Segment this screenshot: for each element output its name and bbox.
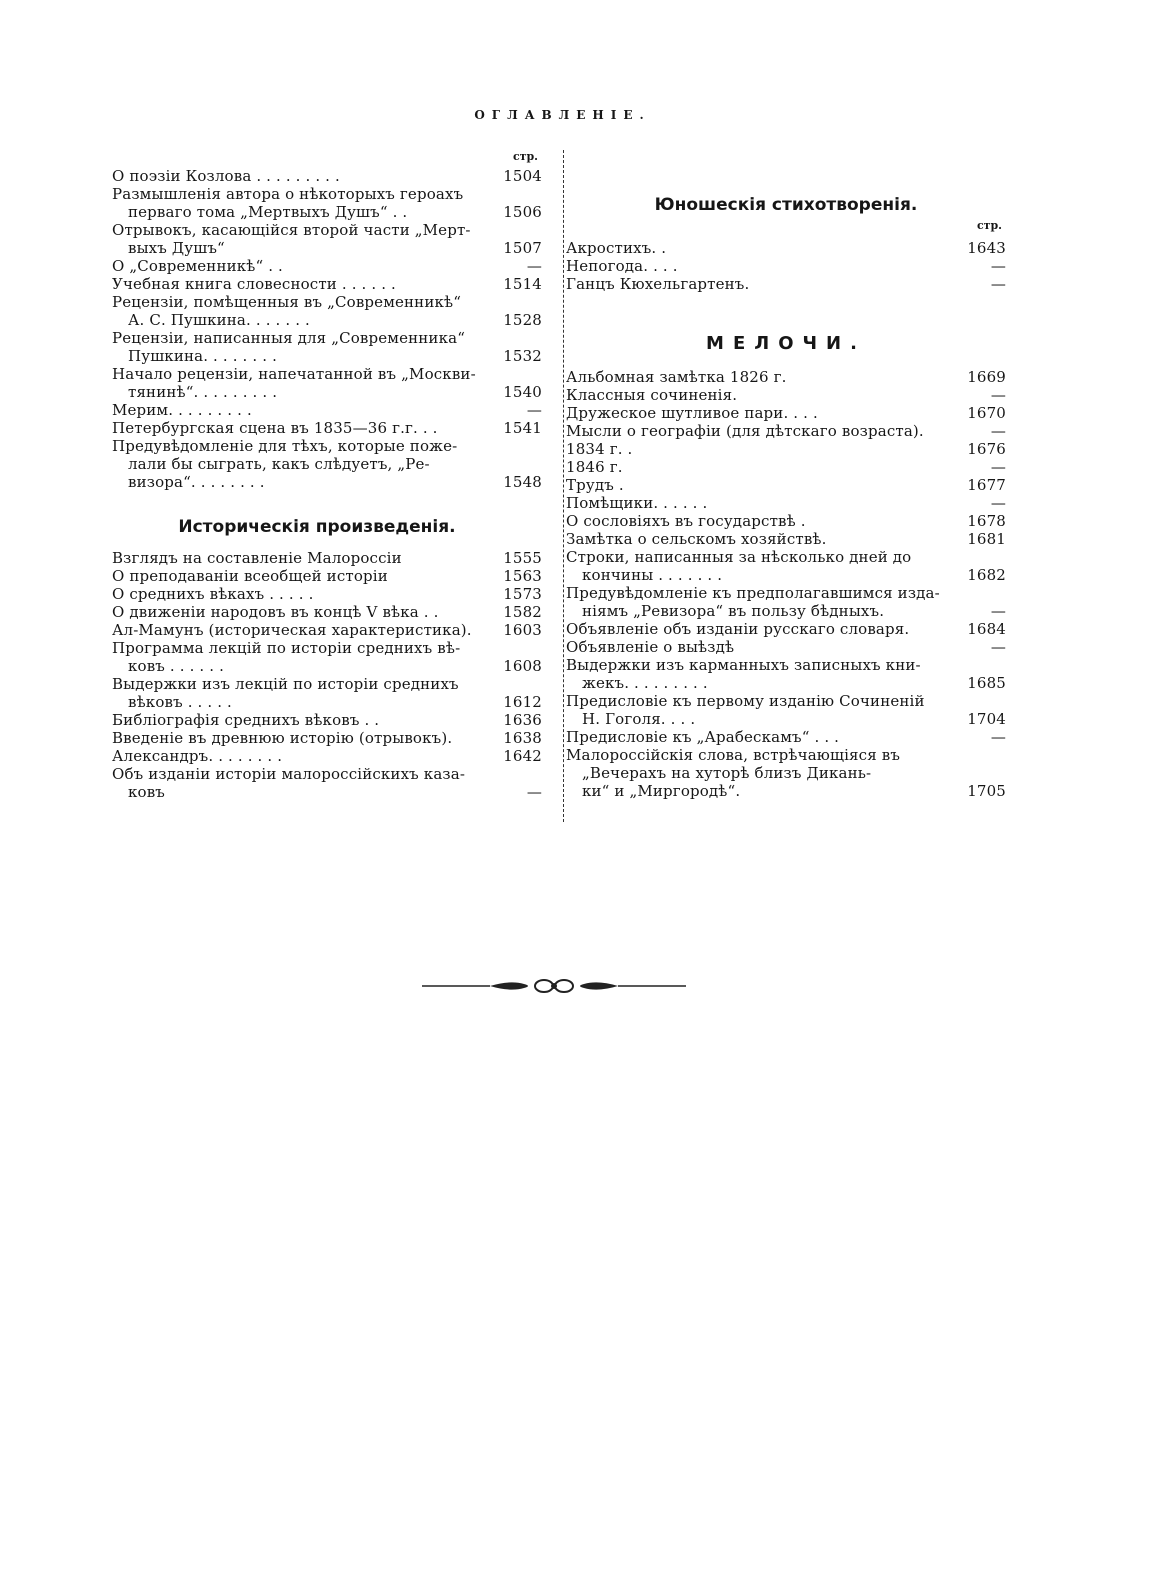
toc-entry-line: Акростихъ. . [566, 239, 667, 257]
toc-entry-title [566, 746, 958, 800]
toc-entry-title [112, 257, 494, 275]
left-column [112, 148, 542, 801]
toc-entry-page: 1642 [503, 747, 542, 765]
toc-entry-title [566, 440, 958, 458]
toc-entry-line: Помѣщики. . . . . . [566, 494, 708, 512]
toc-entry-page: 1507 [503, 239, 542, 257]
toc-entry [566, 494, 1006, 512]
toc-entry-line: Трудъ . [566, 476, 624, 494]
toc-entry-title [566, 638, 958, 656]
toc-entry [566, 368, 1006, 386]
toc-entry-line: Введеніе въ древнюю исторію (отрывокъ). [112, 729, 453, 747]
toc-entry [112, 401, 542, 419]
toc-entry [566, 692, 1006, 728]
toc-entry-line: визора“. . . . . . . . [128, 473, 265, 491]
toc-list-misc [112, 167, 542, 491]
toc-entry-title [112, 167, 494, 185]
toc-entry [112, 639, 542, 675]
toc-entry-line: тянинѣ“. . . . . . . . . [128, 383, 278, 401]
toc-entry-line: Альбомная замѣтка 1826 г. [566, 368, 787, 386]
toc-entry-title [112, 275, 494, 293]
toc-entry-title [112, 765, 494, 801]
toc-entry-title [566, 620, 958, 638]
toc-entry-page: 1582 [503, 603, 542, 621]
section-heading-historical: Историческія произведенія. [178, 517, 456, 537]
toc-entry [566, 458, 1006, 476]
page-column-label-right: стр. [976, 219, 1002, 232]
toc-entry [566, 239, 1006, 257]
toc-entry-line: Строки, написанныя за нѣсколько дней до [566, 548, 912, 566]
toc-entry [566, 746, 1006, 800]
toc-entry [112, 675, 542, 711]
toc-entry [566, 584, 1006, 620]
toc-entry-page: 1540 [503, 383, 542, 401]
toc-entry-line: О движеніи народовъ въ концѣ V вѣка . . [112, 603, 439, 621]
toc-entry-page: 1670 [967, 404, 1006, 422]
toc-entry-title [112, 585, 494, 603]
toc-entry-title [566, 239, 958, 257]
toc-entry-page: 1636 [503, 711, 542, 729]
toc-list-historical [112, 549, 542, 801]
toc-entry-title [566, 386, 958, 404]
toc-entry [566, 275, 1006, 293]
toc-entry-page: 1548 [503, 473, 542, 491]
toc-entry-line: ковъ . . . . . . [128, 657, 225, 675]
toc-entry [112, 567, 542, 585]
toc-entry [112, 765, 542, 801]
toc-entry [112, 621, 542, 639]
toc-entry-line: Начало рецензіи, напечатанной въ „Москви- [112, 365, 476, 383]
toc-entry-page: — [526, 401, 542, 419]
page-title: ОГЛАВЛЕНІЕ. [474, 108, 651, 122]
toc-entry [566, 386, 1006, 404]
section-heading-juvenile: Юношескія стихотворенія. [654, 195, 918, 215]
toc-entry [566, 404, 1006, 422]
toc-entry-title [566, 530, 958, 548]
toc-entry-title [112, 639, 494, 675]
toc-entry-line: Предисловіе къ „Арабескамъ“ . . . [566, 728, 840, 746]
toc-entry-title [112, 549, 494, 567]
toc-entry-line: ки“ и „Миргородѣ“. [582, 782, 741, 800]
toc-entry-page: 1676 [967, 440, 1006, 458]
toc-entry-line: 1846 г. [566, 458, 623, 476]
toc-entry-line: Библіографія среднихъ вѣковъ . . [112, 711, 380, 729]
page-column-label: стр. [512, 150, 538, 163]
toc-entry-line: „Вечерахъ на хуторѣ близъ Дикань- [582, 764, 872, 782]
toc-entry-page: 1573 [503, 585, 542, 603]
toc-entry-page: 1681 [967, 530, 1006, 548]
toc-entry [112, 419, 542, 437]
toc-entry-line: Предисловіе къ первому изданію Сочиненій [566, 692, 925, 710]
toc-entry [566, 422, 1006, 440]
toc-entry-line: ковъ [128, 783, 165, 801]
toc-entry-page: 1705 [967, 782, 1006, 800]
toc-entry [112, 275, 542, 293]
toc-entry [112, 603, 542, 621]
toc-entry-page: 1643 [967, 239, 1006, 257]
toc-entry-page: 1612 [503, 693, 542, 711]
toc-entry-page: 1608 [503, 657, 542, 675]
toc-entry-title [112, 729, 494, 747]
toc-entry [112, 257, 542, 275]
toc-entry [566, 620, 1006, 638]
column-divider [563, 150, 564, 822]
toc-entry-line: Мысли о географіи (для дѣтскаго возраста). [566, 422, 924, 440]
toc-entry [112, 437, 542, 491]
toc-entry-title [112, 221, 494, 257]
toc-entry [112, 167, 542, 185]
toc-entry [112, 585, 542, 603]
toc-entry-line: кончины . . . . . . . [582, 566, 723, 584]
toc-entry-line: лали бы сыграть, какъ слѣдуетъ, „Ре- [128, 455, 430, 473]
toc-entry-line: Рецензіи, помѣщенныя въ „Современникѣ“ [112, 293, 462, 311]
toc-entry-line: Петербургская сцена въ 1835—36 г.г. . . [112, 419, 438, 437]
toc-entry-page: 1506 [503, 203, 542, 221]
toc-entry-page: — [526, 257, 542, 275]
toc-entry-line: Пушкина. . . . . . . . [128, 347, 277, 365]
toc-entry-line: Мерим. . . . . . . . . [112, 401, 252, 419]
toc-entry-page: 1541 [503, 419, 542, 437]
toc-entry-line: вѣковъ . . . . . [128, 693, 232, 711]
toc-entry-line: Малороссійскія слова, встрѣчающіяся въ [566, 746, 901, 764]
toc-entry-title [566, 494, 958, 512]
toc-entry-title [566, 728, 958, 746]
toc-entry-line: Предувѣдомленіе для тѣхъ, которые поже- [112, 437, 458, 455]
toc-entry-page: — [990, 257, 1006, 275]
toc-entry-line: Объявленіе объ изданіи русскаго словаря. [566, 620, 910, 638]
toc-entry-title [566, 275, 958, 293]
toc-entry [566, 530, 1006, 548]
toc-entry [112, 185, 542, 221]
toc-entry-page: 1685 [967, 674, 1006, 692]
toc-entry-line: Дружеское шутливое пари. . . . [566, 404, 818, 422]
toc-entry-title [112, 185, 494, 221]
toc-entry-line: Взглядъ на составленіе Малороссіи [112, 549, 402, 567]
toc-entry-page: 1704 [967, 710, 1006, 728]
toc-entry-line: О среднихъ вѣкахъ . . . . . [112, 585, 314, 603]
toc-entry-line: Объявленіе о выѣздѣ [566, 638, 735, 656]
toc-entry-line: Н. Гоголя. . . . [582, 710, 696, 728]
toc-entry-title [112, 437, 494, 491]
toc-list-juvenile [566, 239, 1006, 293]
section-heading-trifles: МЕЛОЧИ. [706, 333, 866, 354]
toc-entry-title [566, 692, 958, 728]
toc-entry-page: 1563 [503, 567, 542, 585]
toc-entry-line: Учебная книга словесности . . . . . . [112, 275, 396, 293]
toc-entry [566, 440, 1006, 458]
toc-entry-page: — [990, 728, 1006, 746]
toc-entry-title [112, 603, 494, 621]
toc-entry-title [112, 621, 494, 639]
toc-entry-title [566, 257, 958, 275]
toc-entry [566, 638, 1006, 656]
toc-entry [566, 512, 1006, 530]
toc-entry-line: О преподаваніи всеобщей исторіи [112, 567, 388, 585]
toc-entry-line: Размышленія автора о нѣкоторыхъ героахъ [112, 185, 464, 203]
toc-entry-title [566, 476, 958, 494]
toc-list-trifles [566, 368, 1006, 800]
toc-entry-page: 1684 [967, 620, 1006, 638]
toc-entry-title [112, 293, 494, 329]
toc-entry-page: 1678 [967, 512, 1006, 530]
toc-entry-title [112, 419, 494, 437]
toc-entry-title [566, 368, 958, 386]
toc-entry-page: — [990, 422, 1006, 440]
toc-entry-page: 1603 [503, 621, 542, 639]
toc-entry-line: А. С. Пушкина. . . . . . . [128, 311, 310, 329]
toc-entry [112, 329, 542, 365]
toc-entry-line: Александръ. . . . . . . . [112, 747, 283, 765]
toc-entry-page: 1532 [503, 347, 542, 365]
toc-entry-title [112, 365, 494, 401]
toc-entry [112, 221, 542, 257]
toc-entry-line: О сословіяхъ въ государствѣ . [566, 512, 806, 530]
toc-entry-title [566, 512, 958, 530]
toc-entry-page: 1514 [503, 275, 542, 293]
toc-entry-line: О поэзіи Козлова . . . . . . . . . [112, 167, 340, 185]
toc-entry-title [112, 329, 494, 365]
toc-entry [112, 747, 542, 765]
toc-entry-title [566, 404, 958, 422]
toc-entry-title [112, 675, 494, 711]
ornament-flourish [420, 974, 688, 998]
toc-entry [566, 656, 1006, 692]
toc-entry [566, 476, 1006, 494]
toc-entry-page: 1528 [503, 311, 542, 329]
toc-entry-title [566, 422, 958, 440]
toc-entry-page: — [990, 275, 1006, 293]
toc-entry [112, 365, 542, 401]
toc-entry-line: О „Современникѣ“ . . [112, 257, 283, 275]
toc-entry-title [112, 401, 494, 419]
toc-entry-page: — [990, 494, 1006, 512]
toc-entry-page: 1677 [967, 476, 1006, 494]
toc-entry-title [112, 567, 494, 585]
toc-entry [112, 711, 542, 729]
toc-entry-line: ніямъ „Ревизора“ въ пользу бѣдныхъ. [582, 602, 885, 620]
toc-entry [566, 257, 1006, 275]
toc-entry-title [566, 458, 958, 476]
toc-entry-title [112, 711, 494, 729]
toc-entry-line: Выдержки изъ лекцій по исторіи среднихъ [112, 675, 459, 693]
toc-entry [112, 293, 542, 329]
toc-entry-line: Объ изданіи исторіи малороссійскихъ каза- [112, 765, 466, 783]
toc-entry-line: перваго тома „Мертвыхъ Душъ“ . . [128, 203, 408, 221]
toc-entry-page: — [990, 602, 1006, 620]
toc-entry-page: — [990, 458, 1006, 476]
toc-entry-page: 1638 [503, 729, 542, 747]
toc-entry-line: Отрывокъ, касающійся второй части „Мерт- [112, 221, 471, 239]
toc-entry [112, 729, 542, 747]
toc-entry-line: Рецензіи, написанныя для „Современника“ [112, 329, 466, 347]
toc-entry-line: 1834 г. . [566, 440, 633, 458]
toc-entry-line: Программа лекцій по исторіи среднихъ вѣ- [112, 639, 461, 657]
toc-entry-line: Классныя сочиненія. [566, 386, 738, 404]
toc-entry-line: выхъ Душъ“ [128, 239, 225, 257]
toc-entry [112, 549, 542, 567]
toc-entry-line: Ганцъ Кюхельгартенъ. [566, 275, 750, 293]
toc-entry-title [566, 584, 958, 620]
toc-entry-title [112, 747, 494, 765]
toc-entry-page: — [526, 783, 542, 801]
toc-entry-page: 1669 [967, 368, 1006, 386]
toc-entry-page: — [990, 386, 1006, 404]
toc-entry-page: 1504 [503, 167, 542, 185]
toc-entry-line: Ал-Мамунъ (историческая характеристика). [112, 621, 472, 639]
toc-entry-title [566, 548, 958, 584]
toc-entry-line: Предувѣдомленіе къ предполагавшимся изда- [566, 584, 940, 602]
toc-entry-line: Непогода. . . . [566, 257, 678, 275]
toc-entry-page: — [990, 638, 1006, 656]
toc-entry [566, 548, 1006, 584]
toc-entry-line: Замѣтка о сельскомъ хозяйствѣ. [566, 530, 827, 548]
toc-entry-page: 1682 [967, 566, 1006, 584]
toc-entry-title [566, 656, 958, 692]
toc-entry-line: жекъ. . . . . . . . . [582, 674, 708, 692]
toc-entry [566, 728, 1006, 746]
right-column [566, 195, 1006, 800]
toc-entry-page: 1555 [503, 549, 542, 567]
toc-entry-line: Выдержки изъ карманныхъ записныхъ кни- [566, 656, 921, 674]
